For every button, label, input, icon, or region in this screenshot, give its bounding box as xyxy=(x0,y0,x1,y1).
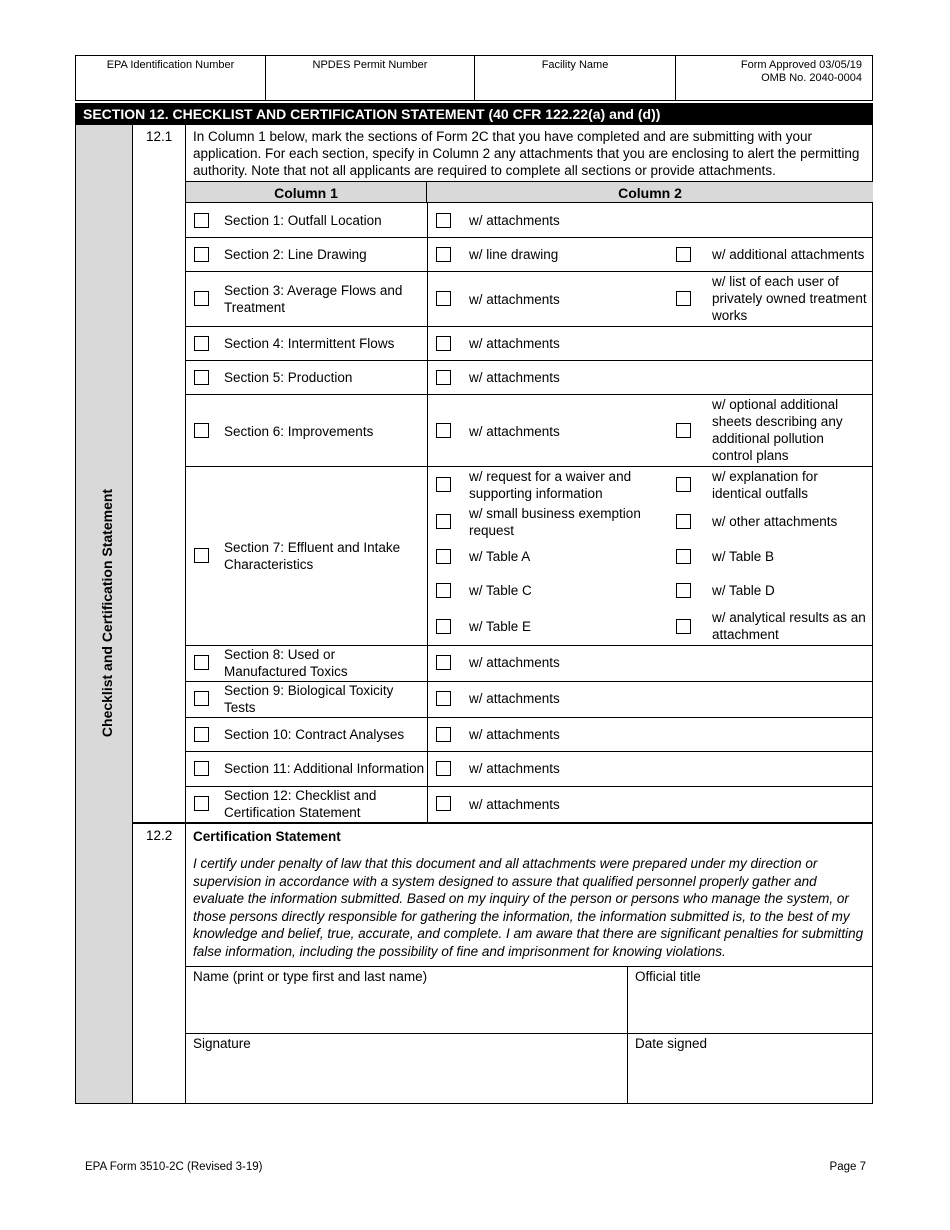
section-9-checkbox[interactable] xyxy=(194,691,209,706)
section-7-small-business-label: w/ small business exemption request xyxy=(469,506,641,538)
row-line xyxy=(186,751,873,752)
section-3-user-list-label: w/ list of each user of privately owned treatment works xyxy=(712,274,867,323)
date-signed-label: Date signed xyxy=(635,1036,708,1051)
section-7-table-c-label: w/ Table C xyxy=(469,583,532,598)
section-2-line-drawing-label: w/ line drawing xyxy=(469,247,559,262)
checklist-instructions: In Column 1 below, mark the sections of Form 2C that you have completed and are submitting with your application. For each section, specify in Column 2 any attachments that you are enclosing to alert the permitting authority. Note that not all applicants are required to complete all sections or provide attachments. xyxy=(193,129,860,178)
section-8-label: Section 8: Used or Manufactured Toxics xyxy=(224,647,348,679)
form-header xyxy=(75,55,873,101)
section-11-label: Section 11: Additional Information xyxy=(224,761,425,776)
section-7-checkbox[interactable] xyxy=(194,548,209,563)
section-8-attachments-label: w/ attachments xyxy=(469,655,560,670)
column-divider xyxy=(427,203,428,822)
section-6-label: Section 6: Improvements xyxy=(224,424,374,439)
section-7-table-e-label: w/ Table E xyxy=(469,619,532,634)
section-2-additional-label: w/ additional attachments xyxy=(712,247,865,262)
section-5-label: Section 5: Production xyxy=(224,370,353,385)
form-approval xyxy=(676,56,868,101)
section-7-table-b-checkbox[interactable] xyxy=(676,549,691,564)
section-2-line-drawing-checkbox[interactable] xyxy=(436,247,451,262)
section-2-checkbox[interactable] xyxy=(194,247,209,262)
certification-statement: I certify under penalty of law that this document and all attachments were prepared under my direction or supervision in accordance with a system designed to assure that qualified personnel properly gather and evaluate the information submitted. Based on my inquiry of the person or persons who manage the system, or those persons directly responsible for gathering the information, the information submitted is, to the best of my knowledge and belief, true, accurate, and complete. I am aware that there are significant penalties for submitting false information, including the possibility of fine and imprisonment for knowing violations. xyxy=(193,856,864,959)
section-3-attachments-checkbox[interactable] xyxy=(436,291,451,306)
item-number-12-1: 12.1 xyxy=(146,129,173,144)
section-6-additional-sheets-checkbox[interactable] xyxy=(676,423,691,438)
section-12-checkbox[interactable] xyxy=(194,796,209,811)
section-9-attachments-label: w/ attachments xyxy=(469,691,560,706)
section-12-attachments-label: w/ attachments xyxy=(469,797,560,812)
section-5-attachments-label: w/ attachments xyxy=(469,370,560,385)
section-7-table-a-checkbox[interactable] xyxy=(436,549,451,564)
approval-date: Form Approved 03/05/19 xyxy=(740,59,862,71)
section-4-attachments-label: w/ attachments xyxy=(469,336,560,351)
section-7-table-b-label: w/ Table B xyxy=(712,549,775,564)
section-7-other-attachments-checkbox[interactable] xyxy=(676,514,691,529)
section-7-analytical-results-checkbox[interactable] xyxy=(676,619,691,634)
section-4-checkbox[interactable] xyxy=(194,336,209,351)
footer-page-number: Page 7 xyxy=(829,1161,866,1173)
section-1-checkbox[interactable] xyxy=(194,213,209,228)
certification-title: Certification Statement xyxy=(193,829,341,844)
section-12-attachments-checkbox[interactable] xyxy=(436,796,451,811)
official-title-label: Official title xyxy=(635,969,701,984)
section-10-attachments-checkbox[interactable] xyxy=(436,727,451,742)
section-7-analytical-results-label: w/ analytical results as an attachment xyxy=(712,610,866,642)
section-6-attachments-label: w/ attachments xyxy=(469,424,560,439)
section-5-attachments-checkbox[interactable] xyxy=(436,370,451,385)
section-2-additional-checkbox[interactable] xyxy=(676,247,691,262)
section-7-waiver-checkbox[interactable] xyxy=(436,477,451,492)
section-7-other-attachments-label: w/ other attachments xyxy=(712,514,838,529)
section-7-identical-outfalls-checkbox[interactable] xyxy=(676,477,691,492)
row-line xyxy=(186,271,873,272)
row-line xyxy=(186,466,873,467)
section-7-table-e-checkbox[interactable] xyxy=(436,619,451,634)
section-title: SECTION 12. CHECKLIST AND CERTIFICATION STATEMENT (40 CFR 122.22(a) and (d)) xyxy=(75,103,873,125)
section-11-attachments-checkbox[interactable] xyxy=(436,761,451,776)
section-6-checkbox[interactable] xyxy=(194,423,209,438)
row-line xyxy=(186,326,873,327)
row-line xyxy=(186,717,873,718)
column-2-header: Column 2 xyxy=(427,181,873,203)
section-8-attachments-checkbox[interactable] xyxy=(436,655,451,670)
section-10-attachments-label: w/ attachments xyxy=(469,727,560,742)
omb-number: OMB No. 2040-0004 xyxy=(761,72,862,84)
section-11-attachments-label: w/ attachments xyxy=(469,761,560,776)
section-7-identical-outfalls-label: w/ explanation for identical outfalls xyxy=(712,469,818,501)
section-6-attachments-checkbox[interactable] xyxy=(436,423,451,438)
side-label: Checklist and Certification Statement xyxy=(99,488,115,738)
footer-form-number: EPA Form 3510-2C (Revised 3-19) xyxy=(85,1161,263,1173)
section-2-label: Section 2: Line Drawing xyxy=(224,247,367,262)
facility-name-field[interactable]: Facility Name xyxy=(475,56,676,101)
name-label: Name (print or type first and last name) xyxy=(193,969,428,984)
section-7-table-c-checkbox[interactable] xyxy=(436,583,451,598)
section-8-checkbox[interactable] xyxy=(194,655,209,670)
section-6-additional-sheets-label: w/ optional additional sheets describing any additional pollution control plans xyxy=(712,397,843,463)
section-3-label: Section 3: Average Flows and Treatment xyxy=(224,283,403,315)
section-3-user-list-checkbox[interactable] xyxy=(676,291,691,306)
epa-id-field[interactable]: EPA Identification Number xyxy=(76,56,266,101)
section-4-label: Section 4: Intermittent Flows xyxy=(224,336,395,351)
section-11-checkbox[interactable] xyxy=(194,761,209,776)
section-10-checkbox[interactable] xyxy=(194,727,209,742)
section-4-attachments-checkbox[interactable] xyxy=(436,336,451,351)
section-1-label: Section 1: Outfall Location xyxy=(224,213,382,228)
section-12-label: Section 12: Checklist and Certification Statement xyxy=(224,788,377,820)
section-7-table-d-label: w/ Table D xyxy=(712,583,775,598)
section-7-waiver-label: w/ request for a waiver and supporting information xyxy=(469,469,632,501)
signature-field[interactable] xyxy=(186,1034,627,1103)
section-7-label: Section 7: Effluent and Intake Characteristics xyxy=(224,540,401,572)
section-7-table-d-checkbox[interactable] xyxy=(676,583,691,598)
section-1-attachments-label: w/ attachments xyxy=(469,213,560,228)
section-9-label: Section 9: Biological Toxicity Tests xyxy=(224,683,394,715)
section-5-checkbox[interactable] xyxy=(194,370,209,385)
row-line xyxy=(186,394,873,395)
section-9-attachments-checkbox[interactable] xyxy=(436,691,451,706)
section-10-label: Section 10: Contract Analyses xyxy=(224,727,405,742)
row-line xyxy=(133,822,873,824)
npdes-permit-field[interactable]: NPDES Permit Number xyxy=(266,56,475,101)
row-line xyxy=(186,360,873,361)
signature-label: Signature xyxy=(193,1036,251,1051)
section-7-table-a-label: w/ Table A xyxy=(469,549,531,564)
section-3-checkbox[interactable] xyxy=(194,291,209,306)
row-line xyxy=(186,237,873,238)
section-7-small-business-checkbox[interactable] xyxy=(436,514,451,529)
section-1-attachments-checkbox[interactable] xyxy=(436,213,451,228)
column-1-header: Column 1 xyxy=(186,181,427,203)
section-3-attachments-label: w/ attachments xyxy=(469,292,560,307)
item-number-12-2: 12.2 xyxy=(146,828,173,843)
